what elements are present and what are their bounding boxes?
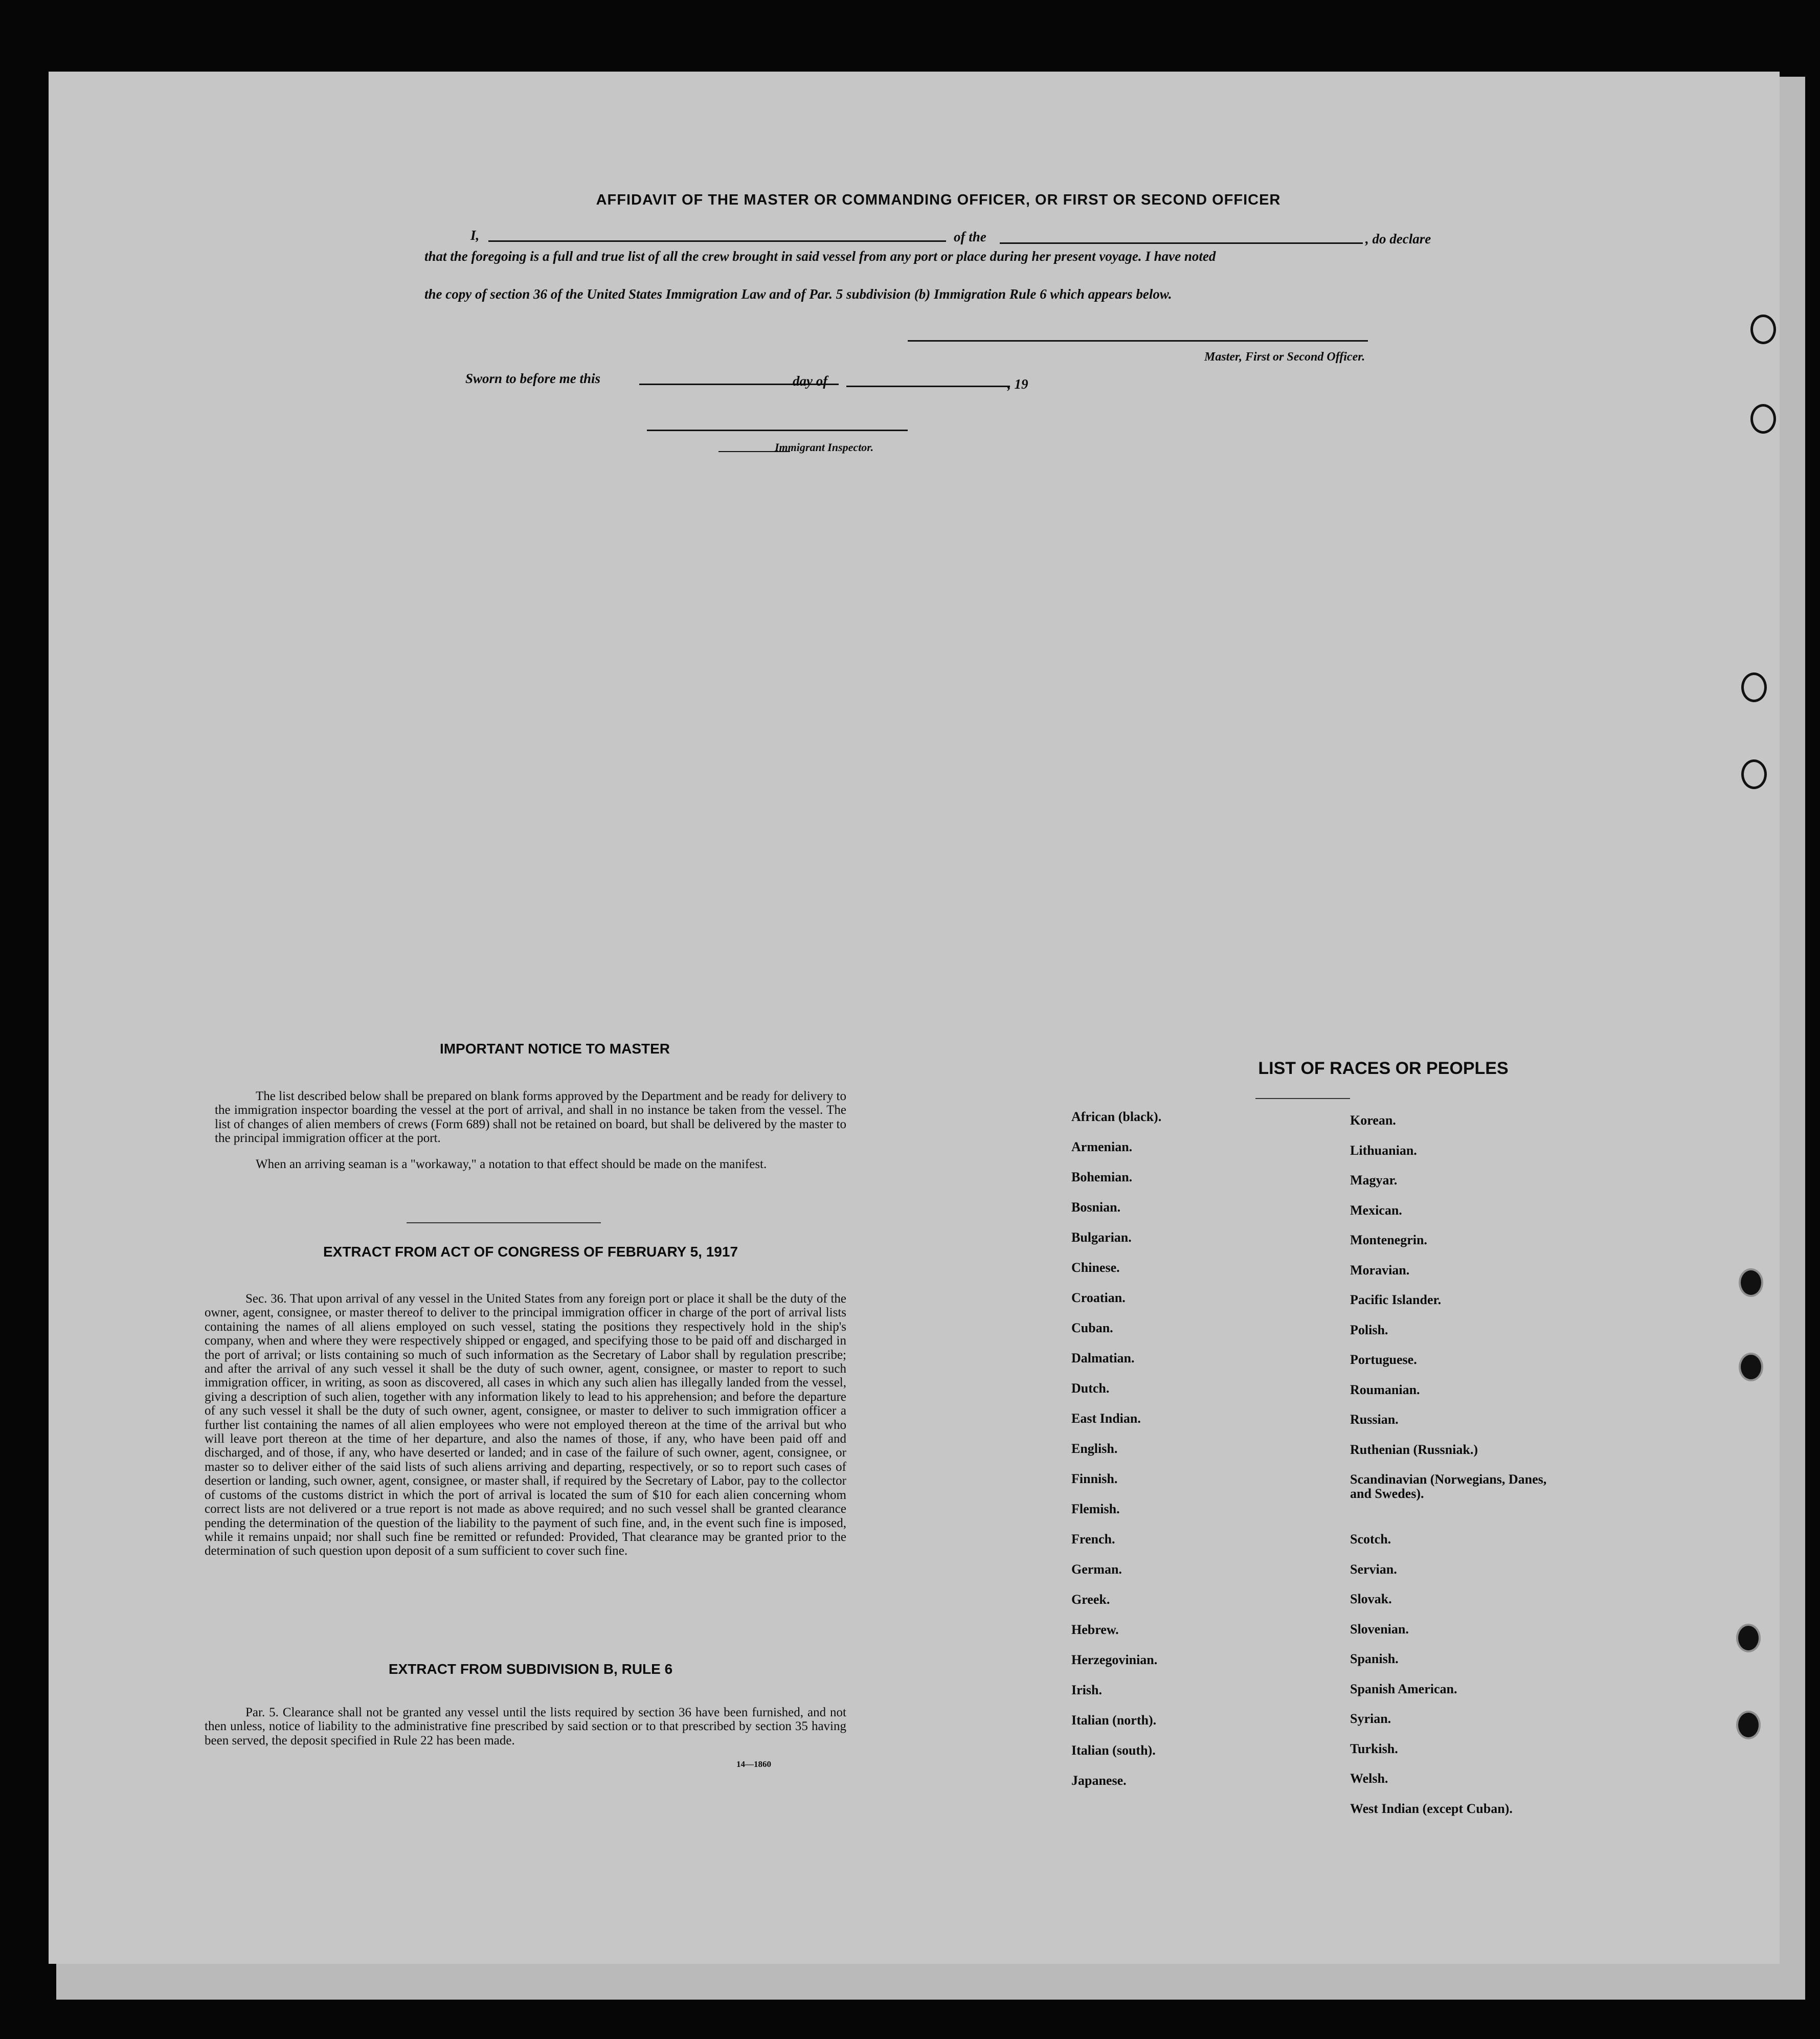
race-item: Pacific Islander.	[1350, 1292, 1442, 1307]
race-item: English.	[1071, 1441, 1118, 1456]
race-item: Ruthenian (Russniak.)	[1350, 1442, 1478, 1457]
officer-signature-line	[908, 340, 1368, 342]
rule-extract-title: EXTRACT FROM SUBDIVISION B, RULE 6	[388, 1661, 673, 1677]
affidavit-title: AFFIDAVIT OF THE MASTER OR COMMANDING OFFICER, OR FIRST OR SECOND OFFICER	[596, 192, 1281, 208]
race-item: Russian.	[1350, 1412, 1399, 1427]
race-item: Slovenian.	[1350, 1621, 1409, 1637]
affidavit-line2: that the foregoing is a full and true list of all the crew brought in said vessel from any port or place during her present voyage. I have noted	[424, 249, 1216, 264]
race-item: Hebrew.	[1071, 1622, 1119, 1637]
race-item: Scandinavian (Norwegians, Danes, and Swedes).	[1350, 1472, 1547, 1501]
master-name-line	[488, 240, 946, 242]
act-extract-title: EXTRACT FROM ACT OF CONGRESS OF FEBRUARY 5, 1917	[323, 1244, 738, 1260]
race-item: Korean.	[1350, 1113, 1396, 1128]
race-item: Lithuanian.	[1350, 1142, 1417, 1158]
race-item: Servian.	[1350, 1561, 1397, 1577]
race-item: Greek.	[1071, 1592, 1110, 1607]
race-item: Portuguese.	[1350, 1352, 1417, 1367]
race-item: Croatian.	[1071, 1290, 1126, 1305]
race-item: Spanish.	[1350, 1651, 1399, 1666]
binder-hole	[1736, 1624, 1761, 1652]
sworn-month-line	[846, 386, 1010, 387]
race-item: French.	[1071, 1532, 1115, 1547]
sworn-day-label: day of	[793, 373, 828, 389]
notice-paragraph-1: The list described below shall be prepared on blank forms approved by the Department and be ready for delivery to the immigration inspector boarding the vessel at the port of arrival, and shall in no instance be taken from the vessel. The list of changes of alien members of crews (Form 689) shall not be retained on board, but shall be delivered by the master to the principal immigration officer at the port.	[215, 1089, 846, 1145]
rule-extract-text: Par. 5. Clearance shall not be granted any vessel until the lists required by section 36 have been furnished, and not then unless, notice of liability to the administrative fine prescribed by said section or to that prescribed by section 35 having been served, the deposit specified in Rule 22 has been made.	[205, 1706, 846, 1747]
race-item: Bosnian.	[1071, 1200, 1121, 1215]
race-item: Bulgarian.	[1071, 1230, 1132, 1245]
race-item: Irish.	[1071, 1683, 1102, 1697]
binder-hole	[1741, 673, 1767, 702]
binder-hole	[1741, 759, 1767, 789]
binder-hole	[1750, 315, 1776, 344]
race-item: Magyar.	[1350, 1173, 1398, 1187]
form-number: 14—1860	[736, 1759, 771, 1769]
race-item: Dutch.	[1071, 1381, 1110, 1396]
race-item: Dalmatian.	[1071, 1351, 1135, 1365]
race-item: Roumanian.	[1350, 1382, 1420, 1397]
notice-divider	[407, 1222, 601, 1223]
affidavit-line1-mid: of the	[954, 229, 986, 244]
inspector-caption: Immigrant Inspector.	[775, 441, 874, 454]
sworn-prefix: Sworn to before me this	[465, 371, 601, 386]
affidavit-line1-suffix: , do declare	[1365, 231, 1431, 247]
race-item: Italian (south).	[1071, 1743, 1156, 1758]
race-item: Finnish.	[1071, 1471, 1118, 1486]
race-item: African (black).	[1071, 1109, 1162, 1124]
race-item: Flemish.	[1071, 1502, 1120, 1516]
officer-signature-caption: Master, First or Second Officer.	[1204, 350, 1365, 364]
race-item: Chinese.	[1071, 1260, 1120, 1275]
races-list-title: LIST OF RACES OR PEOPLES	[1258, 1059, 1509, 1078]
race-item: Herzegovinian.	[1071, 1652, 1158, 1667]
race-item: Japanese.	[1071, 1773, 1127, 1788]
race-item: Montenegrin.	[1350, 1233, 1427, 1247]
binder-hole	[1739, 1268, 1763, 1297]
binder-hole	[1736, 1711, 1761, 1739]
race-item: Armenian.	[1071, 1139, 1133, 1154]
race-item: East Indian.	[1071, 1411, 1141, 1426]
notice-paragraph-2: When an arriving seaman is a "workaway," a notation to that effect should be made on the manifest.	[256, 1157, 767, 1171]
races-title-underline	[1255, 1098, 1350, 1099]
race-item: Turkish.	[1350, 1741, 1398, 1756]
race-item: Mexican.	[1350, 1202, 1402, 1218]
race-item: West Indian (except Cuban).	[1350, 1801, 1513, 1816]
manifest-page	[49, 72, 1780, 1964]
sworn-year: , 19	[1007, 376, 1028, 392]
race-item: Syrian.	[1350, 1711, 1391, 1726]
notice-title: IMPORTANT NOTICE TO MASTER	[439, 1041, 670, 1057]
binder-hole	[1739, 1353, 1763, 1381]
race-item: Slovak.	[1350, 1592, 1392, 1606]
binder-hole	[1750, 404, 1776, 434]
race-item: Moravian.	[1350, 1262, 1410, 1278]
race-item: German.	[1071, 1562, 1122, 1577]
race-item: Welsh.	[1350, 1771, 1388, 1786]
vessel-name-line	[1000, 242, 1363, 244]
affidavit-line3: the copy of section 36 of the United States Immigration Law and of Par. 5 subdivision (b) Immigration Rule 6 which appears below.	[424, 286, 1172, 302]
race-item: Cuban.	[1071, 1320, 1113, 1335]
affidavit-line1-prefix: I,	[470, 228, 480, 243]
race-item: Italian (north).	[1071, 1713, 1157, 1728]
race-item: Bohemian.	[1071, 1170, 1133, 1184]
act-extract-text: Sec. 36. That upon arrival of any vessel in the United States from any foreign port or place it shall be the duty of the owner, agent, consignee, or master thereof to deliver to the principal immigration officer in charge of the port of arrival lists containing the names of all aliens employed on such vessel, stating the positions they respectively hold in the ship's company, when and where they were respectively shipped or engaged, and specifying those to be paid off and discharged in the port of arrival; or lists containing so much of such information as the Secretary of Labor shall by regulation prescribe; and after the arrival of any such vessel it shall be the duty of such owner, agent, consignee, or master to report to such immigration officer, in writing, as soon as discovered, all cases in which any such alien has illegally landed from the vessel, giving a description of such alien, together with any information likely to lead to his apprehension; and before the departure of any such vessel it shall be the duty of such owner, agent, consignee, or master to deliver to such immigration officer a further list containing the names of all alien employees who were not employed thereon at the time of the arrival but who will leave port thereon at the time of her departure, and also the names of those, if any, who have been paid off and discharged, and of those, if any, who have deserted or landed; and in case of the failure of such owner, agent, consignee, or master so to deliver either of the said lists of such aliens arriving and departing, respectively, or so to report such cases of desertion or landing, such owner, agent, consignee, or master shall, if required by the Secretary of Labor, pay to the collector of customs of the customs district in which the port of arrival is located the sum of $10 for each alien concerning whom correct lists are not delivered or a true report is not made as above required; and no such vessel shall be granted clearance pending the determination of the question of the liability to the payment of such fine, and, in the event such fine is imposed, while it remains unpaid; nor shall such fine be remitted or refunded: Provided, That clearance may be granted prior to the determination of such question upon deposit of a sum sufficient to cover such fine.	[205, 1292, 846, 1558]
inspector-signature-line	[647, 430, 908, 431]
race-item: Polish.	[1350, 1322, 1388, 1337]
race-item: Spanish American.	[1350, 1681, 1457, 1696]
race-item: Scotch.	[1350, 1532, 1391, 1547]
